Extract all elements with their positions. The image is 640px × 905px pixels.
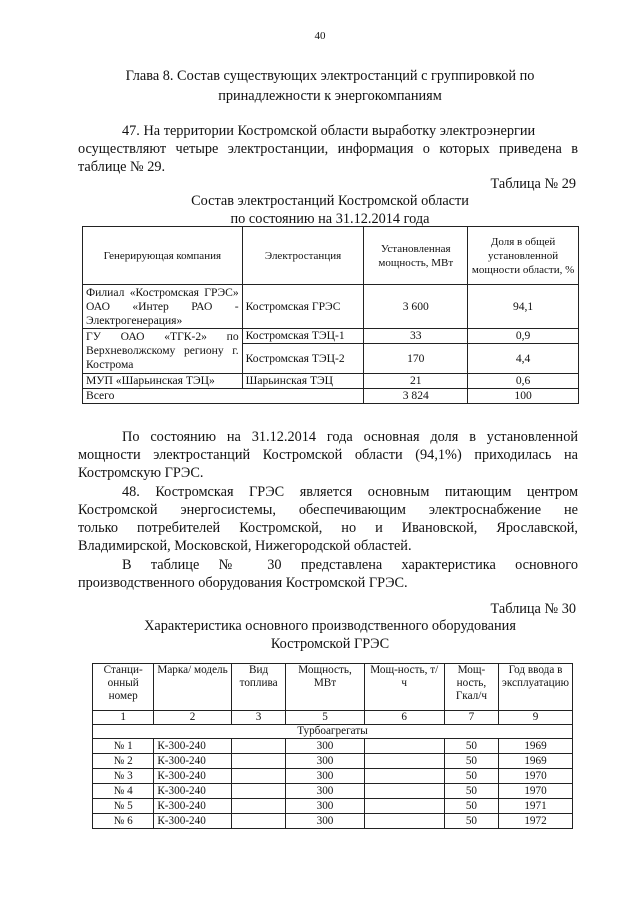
table-29-header-station: Электростанция [242, 227, 364, 285]
station-cell: Шарьинская ТЭЦ [242, 374, 364, 389]
table-30-header-th: Мощ-ность, т/ч [364, 664, 444, 711]
table-row [83, 329, 579, 344]
company-cell: МУП «Шарьинская ТЭЦ» [83, 374, 243, 389]
table-30-header-number: Станци-онный номер [93, 664, 154, 711]
col-number: 1 [93, 711, 154, 725]
table-29-label: Таблица № 29 [490, 176, 576, 192]
paragraph-share-line2: мощности электростанций Костромской области (94,1%) приходилась на [78, 447, 578, 463]
share-cell: 94,1 [468, 285, 579, 329]
table-30-section-row [93, 725, 573, 739]
year-cell: 1971 [499, 799, 573, 814]
table-30-header-row [93, 664, 573, 711]
th-cell [364, 769, 444, 784]
power-cell: 33 [364, 329, 468, 344]
gcal-cell: 50 [444, 754, 498, 769]
number-cell: № 6 [93, 814, 154, 829]
fuel-cell [231, 799, 286, 814]
paragraph-table30 [78, 556, 578, 592]
table-row [93, 739, 573, 754]
table-row [83, 285, 579, 329]
table-row [93, 754, 573, 769]
chapter-title-line1: Глава 8. Состав существующих электростанций с группировкой по [125, 68, 535, 84]
paragraph-share-line3: Костромскую ГРЭС. [78, 465, 204, 481]
chapter-title [80, 66, 580, 106]
paragraph-table30-line1: В таблице № 30 представлена характеристика основного [122, 557, 578, 573]
table-row [93, 814, 573, 829]
col-number: 5 [286, 711, 364, 725]
table-row [93, 784, 573, 799]
col-number: 6 [364, 711, 444, 725]
model-cell: К-300-240 [154, 739, 231, 754]
paragraph-share-line1: По состоянию на 31.12.2014 года основная доля в установленной [122, 429, 578, 445]
model-cell: К-300-240 [154, 754, 231, 769]
table-29-header-share: Доля в общей установленной мощности области, % [468, 227, 579, 285]
section-title: Турбоагрегаты [93, 725, 573, 739]
year-cell: 1970 [499, 784, 573, 799]
model-cell: К-300-240 [154, 814, 231, 829]
number-cell: № 1 [93, 739, 154, 754]
model-cell: К-300-240 [154, 769, 231, 784]
share-cell: 0,9 [468, 329, 579, 344]
fuel-cell [231, 739, 286, 754]
mw-cell: 300 [286, 754, 364, 769]
table-29-header-company: Генерирующая компания [83, 227, 243, 285]
table-30-column-numbers [93, 711, 573, 725]
paragraph-table30-line2: производственного оборудования Костромской ГРЭС. [78, 575, 408, 591]
th-cell [364, 784, 444, 799]
paragraph-48-line4: Владимирской, Московской, Нижегородской областей. [78, 538, 412, 554]
th-cell [364, 739, 444, 754]
company-cell: Филиал «Костромская ГРЭС» ОАО «Интер РАО - Электрогенерация» [83, 285, 243, 329]
model-cell: К-300-240 [154, 799, 231, 814]
paragraph-48-line1: 48. Костромская ГРЭС является основным питающим центром [122, 484, 578, 500]
year-cell: 1969 [499, 739, 573, 754]
table-30-caption [80, 617, 580, 653]
fuel-cell [231, 784, 286, 799]
gcal-cell: 50 [444, 799, 498, 814]
th-cell [364, 799, 444, 814]
fuel-cell [231, 814, 286, 829]
col-number: 3 [231, 711, 286, 725]
table-29 [82, 226, 579, 404]
number-cell: № 4 [93, 784, 154, 799]
chapter-title-line2: принадлежности к энергокомпаниям [218, 88, 442, 104]
col-number: 2 [154, 711, 231, 725]
table-30-header-mw: Мощность, МВт [286, 664, 364, 711]
paragraph-47-line2: осуществляют четыре электростанции, информация о которых приведена в [78, 141, 578, 157]
paragraph-48-line3: только потребителей Костромской, но и Ивановской, Ярославской, [78, 520, 578, 536]
mw-cell: 300 [286, 784, 364, 799]
table-29-header-power: Установленная мощность, МВт [364, 227, 468, 285]
th-cell [364, 754, 444, 769]
total-power: 3 824 [364, 389, 468, 404]
gcal-cell: 50 [444, 814, 498, 829]
table-29-caption-line1: Состав электростанций Костромской области [191, 193, 469, 209]
station-cell: Костромская ТЭЦ-2 [242, 344, 364, 374]
paragraph-share [78, 428, 578, 482]
mw-cell: 300 [286, 799, 364, 814]
paragraph-48-line2: Костромской энергосистемы, обеспечивающим электроснабжение не [78, 502, 578, 518]
table-30-header-fuel: Вид топлива [231, 664, 286, 711]
total-label: Всего [83, 389, 364, 404]
year-cell: 1969 [499, 754, 573, 769]
gcal-cell: 50 [444, 769, 498, 784]
total-share: 100 [468, 389, 579, 404]
col-number: 9 [499, 711, 573, 725]
station-cell: Костромская ГРЭС [242, 285, 364, 329]
power-cell: 170 [364, 344, 468, 374]
power-cell: 21 [364, 374, 468, 389]
table-row [93, 769, 573, 784]
fuel-cell [231, 769, 286, 784]
mw-cell: 300 [286, 769, 364, 784]
th-cell [364, 814, 444, 829]
fuel-cell [231, 754, 286, 769]
year-cell: 1972 [499, 814, 573, 829]
paragraph-47 [78, 122, 578, 176]
share-cell: 4,4 [468, 344, 579, 374]
table-row [93, 799, 573, 814]
paragraph-47-line3: таблице № 29. [78, 159, 166, 175]
gcal-cell: 50 [444, 784, 498, 799]
table-30-header-model: Марка/ модель [154, 664, 231, 711]
paragraph-47-line1: 47. На территории Костромской области выработку электроэнергии [122, 123, 536, 139]
table-row [83, 374, 579, 389]
number-cell: № 3 [93, 769, 154, 784]
table-29-total-row [83, 389, 579, 404]
station-cell: Костромская ТЭЦ-1 [242, 329, 364, 344]
paragraph-48 [78, 483, 578, 555]
table-30-caption-line2: Костромской ГРЭС [270, 636, 390, 652]
table-30-header-year: Год ввода в эксплуатацию [499, 664, 573, 711]
company-cell: ГУ ОАО «ТГК-2» по Верхневолжскому региону г. Кострома [83, 329, 243, 374]
gcal-cell: 50 [444, 739, 498, 754]
power-cell: 3 600 [364, 285, 468, 329]
number-cell: № 5 [93, 799, 154, 814]
model-cell: К-300-240 [154, 784, 231, 799]
table-29-caption-line2: по состоянию на 31.12.2014 года [230, 211, 430, 227]
share-cell: 0,6 [468, 374, 579, 389]
year-cell: 1970 [499, 769, 573, 784]
table-30-label: Таблица № 30 [490, 601, 576, 617]
table-30 [92, 663, 573, 829]
col-number: 7 [444, 711, 498, 725]
number-cell: № 2 [93, 754, 154, 769]
table-30-header-gcal: Мощ-ность, Гкал/ч [444, 664, 498, 711]
table-29-header-row [83, 227, 579, 285]
table-30-caption-line1: Характеристика основного производственного оборудования [144, 618, 516, 634]
table-29-caption [80, 192, 580, 228]
page-number: 40 [314, 30, 326, 42]
mw-cell: 300 [286, 814, 364, 829]
mw-cell: 300 [286, 739, 364, 754]
